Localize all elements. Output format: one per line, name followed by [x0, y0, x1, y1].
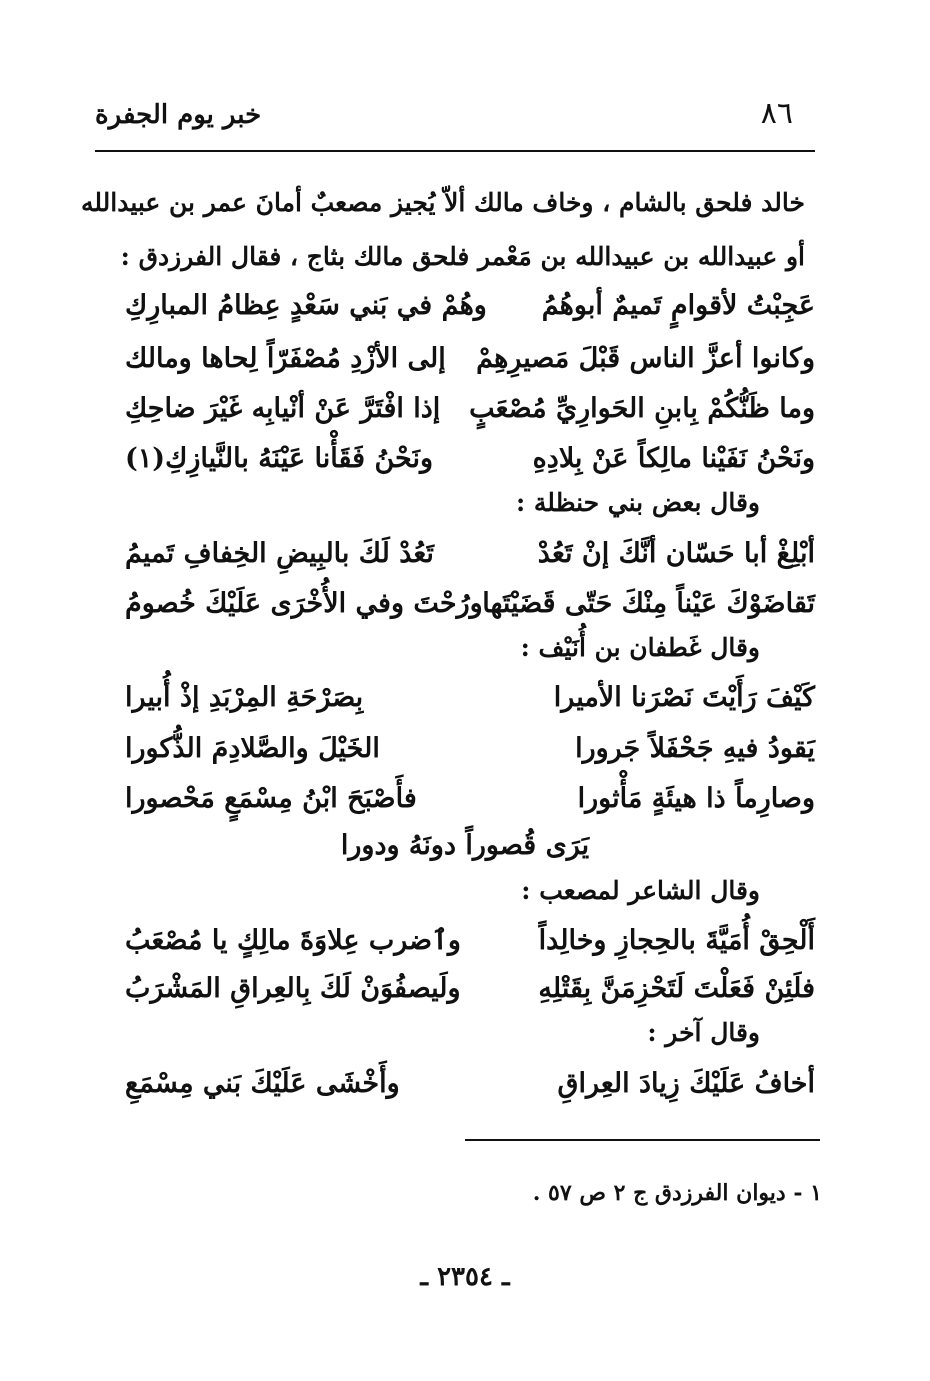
hemistich-second: ولَيصفُوَنْ لَكَ بِالعِراقِ المَشْرَبُ [125, 973, 461, 1004]
footnote-divider [465, 1139, 820, 1141]
poem-intro: وقال بعض بني حنظلة : [515, 488, 760, 517]
hemistich-first: عَجِبْتُ لأقوامٍ تَميمٌ أبوهُمُ [541, 290, 815, 321]
verse-centered-line: يَرَى قُصوراً دونَهُ ودورا [340, 830, 590, 861]
verse-line [125, 290, 815, 340]
hemistich-first: أبْلِغْ أبا حَسّان أنَّكَ إنْ تَعُدْ [537, 538, 815, 569]
poem-intro: وقال الشاعر لمصعب : [521, 876, 760, 905]
poem-intro: وقال آخر : [647, 1018, 760, 1047]
hemistich-second: وأَخْشَى عَلَيْكَ بَني مِسْمَعِ [125, 1068, 400, 1099]
page-header [95, 88, 815, 152]
hemistich-second: فأَصْبَحَ ابْنُ مِسْمَعٍ مَحْصورا [125, 783, 417, 814]
hemistich-first: ونَحْنُ نَفَيْنا مالِكاً عَنْ بِلادِهِ [532, 443, 815, 474]
hemistich-second: إلى الأزْدِ مُصْفَرّاً لِحاها ومالك [125, 343, 446, 374]
footnote: ١ - ديوان الفرزدق ج ٢ ص ٥٧ . [532, 1180, 822, 1206]
verse-line [125, 443, 815, 493]
folio-number: ـ ٢٣٥٤ ـ [420, 1262, 510, 1292]
hemistich-second: تَعُدْ لَكَ بالبِيضِ الخِفافِ تَميمُ [125, 538, 434, 569]
verse-line [125, 973, 815, 1023]
hemistich-first: فلَئِنْ فَعَلْتَ لَتَحْزِمَنَّ بِقَتْلِهِ [538, 973, 815, 1004]
hemistich-second: وهُمْ في بَني سَعْدٍ عِظامُ المبارِكِ [125, 290, 487, 321]
hemistich-second: بِصَرْحَةِ المِرْبَدِ إذْ أُبيرا [125, 682, 364, 713]
verse-line [125, 925, 815, 975]
hemistich-first: أَلْحِقْ أُمَيَّةَ بالحِجازِ وخالِداً [538, 925, 815, 956]
hemistich-first: وكانوا أعزَّ الناس قَبْلَ مَصيرِهِمْ [476, 343, 815, 374]
verse-line [125, 783, 815, 833]
hemistich-second: إذا افْتَرَّ عَنْ أنْيابِه غَيْرَ ضاحِكِ [125, 393, 441, 424]
hemistich-first: يَقودُ فيهِ جَحْفَلاً جَرورا [575, 733, 815, 764]
verse-line [125, 393, 815, 443]
verse-line [125, 1068, 815, 1118]
hemistich-first: أخافُ عَلَيْكَ زِيادَ العِراقِ [557, 1068, 815, 1099]
verse-line [125, 588, 815, 638]
hemistich-second: وٱضرب عِلاوَةَ مالِكٍ يا مُصْعَبُ [125, 925, 461, 956]
poem-intro: وقال غَطفان بن أُنَيْف : [520, 633, 760, 662]
verse-line [125, 538, 815, 588]
running-title: خبر يوم الجفرة [95, 100, 262, 130]
hemistich-second: ورُحْتَ وفي الأُخْرَى عَلَيْكَ خُصومُ [125, 588, 483, 619]
prose-line: خالد فلحق بالشام ، وخاف مالك ألاّ يُجيز مصعبٌ أمانَ عمر بن عبيدالله [80, 188, 805, 217]
hemistich-first: تَقاضَوْكَ عَيْناً مِنْكَ حَتّى قَضَيْتَها [482, 588, 815, 619]
prose-line: أو عبيدالله بن عبيدالله بن مَعْمر فلحق مالك بثاج ، فقال الفرزدق : [120, 242, 805, 271]
hemistich-first: وصارِماً ذا هيئَةٍ مَأْثورا [577, 783, 815, 814]
hemistich-second: الخَيْلَ والصَّلادِمَ الذُّكورا [125, 733, 380, 764]
hemistich-second: ونَحْنُ فَقَأْنا عَيْنَهُ بالنَّيازِكِ(١) [125, 443, 434, 474]
verse-line [125, 733, 815, 783]
verse-line [125, 343, 815, 393]
verse-line [125, 682, 815, 732]
hemistich-first: وما ظَنُّكُمْ بِابنِ الحَوارِيِّ مُصْعَبٍ [469, 393, 815, 424]
page-number: ٨٦ [760, 96, 793, 131]
hemistich-first: كَيْفَ رَأَيْتَ نَصْرَنا الأميرا [553, 682, 815, 713]
